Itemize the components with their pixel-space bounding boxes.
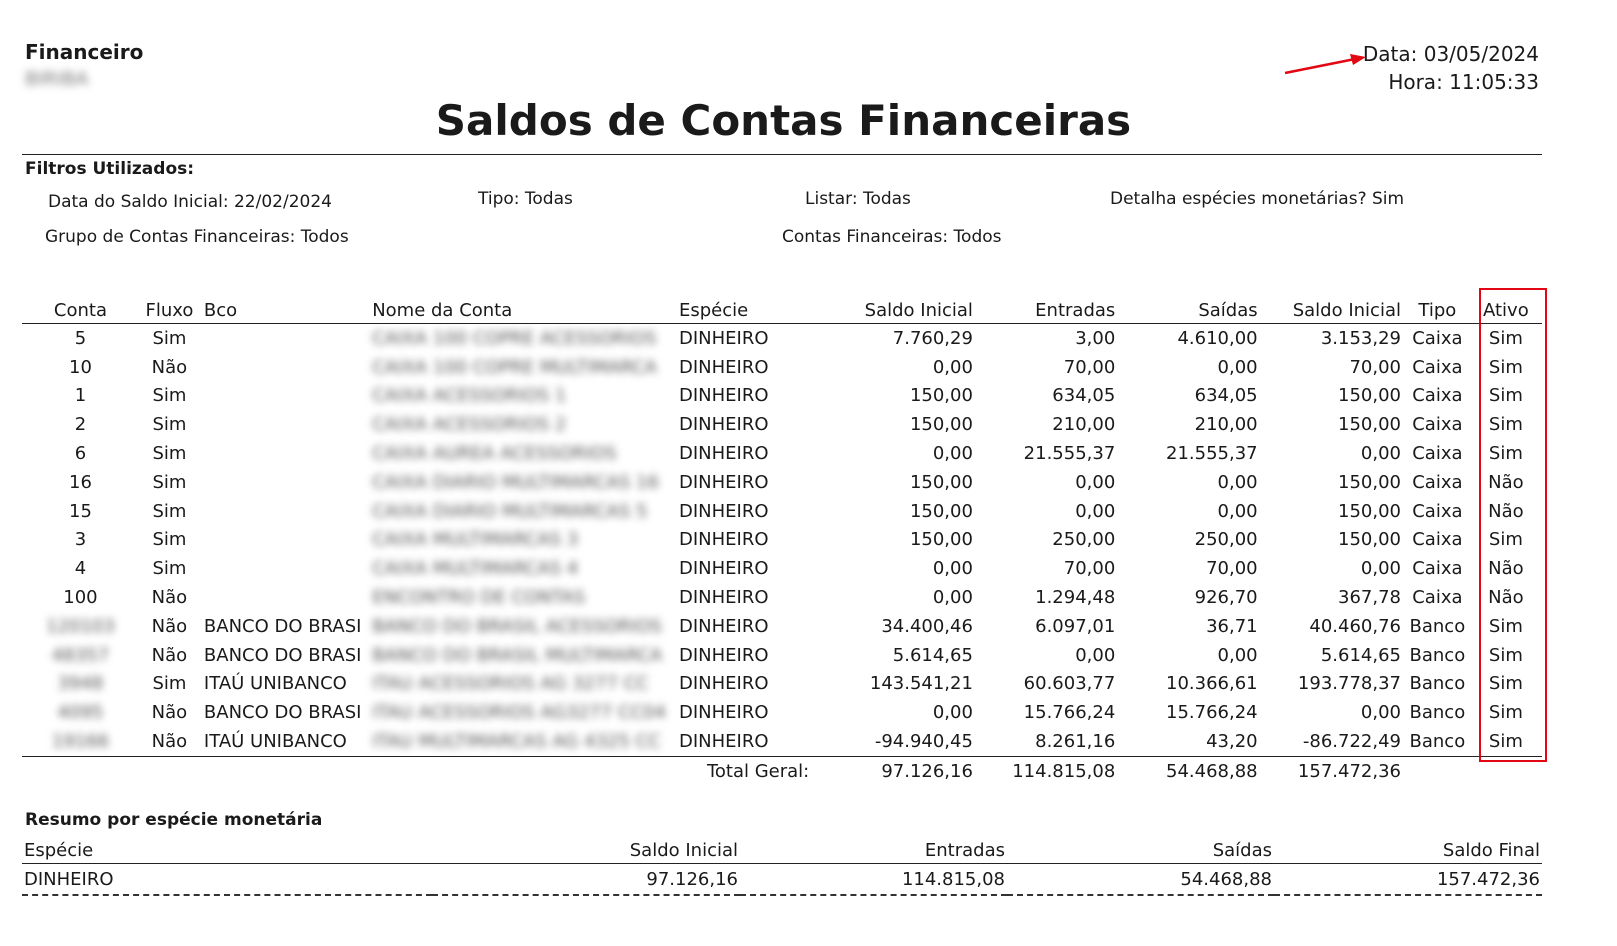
col-header-bco: Bco bbox=[200, 297, 368, 324]
cell-nome-conta: ITAU ACESSORIOS AG3277 CC04 bbox=[372, 702, 666, 724]
table-row bbox=[22, 727, 1542, 756]
table-row bbox=[22, 554, 1542, 583]
cell-nome-conta: CAIXA MULTIMARCAS 3 bbox=[372, 529, 579, 551]
cell-nome-conta: ITAU MULTIMARCAS AG 4325 CC bbox=[368, 727, 675, 756]
cell-saldo-final: 150,00 bbox=[1338, 385, 1401, 407]
cell-saidas: 0,00 bbox=[1217, 471, 1258, 493]
cell-saldo-inicial: 0,00 bbox=[932, 443, 973, 465]
col-header-fluxo: Fluxo bbox=[139, 297, 200, 324]
col-header-especie: Espécie bbox=[675, 297, 813, 324]
cell-entradas: 60.603,77 bbox=[1023, 673, 1116, 695]
filter-listar: Listar: Todas bbox=[805, 189, 911, 209]
table-row bbox=[22, 497, 1542, 526]
filters-title: Filtros Utilizados: bbox=[25, 159, 195, 179]
report-title: Saldos de Contas Financeiras bbox=[435, 96, 1132, 145]
cell-fluxo: Não bbox=[139, 727, 200, 756]
cell-saldo-inicial: 0,00 bbox=[932, 702, 973, 724]
cell-entradas: 3,00 bbox=[1075, 327, 1116, 349]
cell-saldo-inicial: 5.614,65 bbox=[892, 644, 973, 666]
cell-tipo: Caixa bbox=[1412, 443, 1463, 465]
cell-conta: 10 bbox=[69, 356, 92, 378]
cell-bco bbox=[200, 324, 368, 353]
total-entradas: 114.815,08 bbox=[1012, 760, 1116, 782]
cell-conta: 1 bbox=[74, 385, 87, 407]
cell-fluxo: Não bbox=[151, 356, 188, 378]
cell-bco: BANCO DO BRASI bbox=[203, 615, 362, 637]
cell-tipo: Caixa bbox=[1412, 500, 1463, 522]
cell-entradas: 210,00 bbox=[1052, 414, 1116, 436]
cell-especie: DINHEIRO bbox=[678, 673, 769, 695]
filter-tipo: Tipo: Todas bbox=[478, 189, 573, 209]
cell-tipo: Caixa bbox=[1412, 414, 1463, 436]
cell-fluxo: Sim bbox=[152, 327, 187, 349]
total-saldo-final: 157.472,36 bbox=[1297, 760, 1401, 782]
cell-nome-conta: BANCO DO BRASIL ACESSORIOS bbox=[372, 615, 662, 637]
cell-fluxo: Sim bbox=[152, 385, 187, 407]
filter-grupo: Grupo de Contas Financeiras: Todos bbox=[45, 227, 349, 247]
cell-saidas: 210,00 bbox=[1194, 414, 1258, 436]
cell-saldo-inicial: 7.760,29 bbox=[892, 327, 973, 349]
total-row bbox=[22, 756, 1542, 785]
cell-tipo: Caixa bbox=[1412, 327, 1463, 349]
cell-tipo: Caixa bbox=[1412, 385, 1463, 407]
cell-saldo-inicial: 150,00 bbox=[909, 414, 973, 436]
cell-ativo: Sim bbox=[1470, 727, 1542, 756]
cell-tipo: Banco bbox=[1409, 702, 1466, 724]
cell-fluxo: Sim bbox=[152, 558, 187, 580]
filter-contas: Contas Financeiras: Todos bbox=[782, 227, 1002, 247]
cell-conta: 3 bbox=[74, 529, 87, 551]
total-saidas: 54.468,88 bbox=[1166, 760, 1258, 782]
cell-especie: DINHEIRO bbox=[678, 500, 769, 522]
cell-saidas: 10.366,61 bbox=[1166, 673, 1258, 695]
resumo-especie: DINHEIRO bbox=[22, 864, 432, 896]
cell-tipo: Banco bbox=[1405, 727, 1470, 756]
cell-especie: DINHEIRO bbox=[678, 414, 769, 436]
table-row bbox=[22, 353, 1542, 382]
cell-saidas: 634,05 bbox=[1194, 385, 1258, 407]
cell-saldo-final: 70,00 bbox=[1349, 356, 1401, 378]
cell-conta: 19166 bbox=[22, 727, 139, 756]
cell-entradas: 0,00 bbox=[1075, 471, 1116, 493]
cell-especie: DINHEIRO bbox=[678, 356, 769, 378]
resumo-col-entradas: Entradas bbox=[740, 837, 1007, 864]
cell-saldo-final: 367,78 bbox=[1338, 587, 1401, 609]
cell-especie: DINHEIRO bbox=[678, 644, 769, 666]
cell-saldo-final: 193.778,37 bbox=[1297, 673, 1401, 695]
table-row bbox=[22, 382, 1542, 411]
company-subname-redacted: BIRIBA bbox=[25, 68, 89, 90]
cell-entradas: 1.294,48 bbox=[1035, 587, 1116, 609]
cell-saidas: 43,20 bbox=[1119, 727, 1261, 756]
table-header-row bbox=[22, 297, 1542, 324]
cell-conta: 6 bbox=[74, 443, 87, 465]
col-header-conta: Conta bbox=[22, 297, 139, 324]
cell-fluxo: Sim bbox=[152, 500, 187, 522]
cell-fluxo: Não bbox=[151, 587, 188, 609]
resumo-table bbox=[22, 837, 1542, 896]
cell-saidas: 36,71 bbox=[1206, 615, 1258, 637]
cell-tipo: Banco bbox=[1409, 615, 1466, 637]
resumo-saldo-final: 157.472,36 bbox=[1274, 864, 1542, 896]
cell-conta: 120103 bbox=[46, 615, 115, 637]
cell-conta: 100 bbox=[63, 587, 98, 609]
table-row bbox=[22, 526, 1542, 555]
cell-ativo: Sim bbox=[1488, 615, 1523, 637]
cell-entradas: 0,00 bbox=[1075, 644, 1116, 666]
cell-saidas: 70,00 bbox=[1206, 558, 1258, 580]
cell-saldo-final: -86.722,49 bbox=[1262, 727, 1405, 756]
cell-fluxo: Não bbox=[151, 644, 188, 666]
cell-bco: ITAÚ UNIBANCO bbox=[200, 727, 368, 756]
cell-saldo-final: 40.460,76 bbox=[1309, 615, 1401, 637]
resumo-saidas: 54.468,88 bbox=[1007, 864, 1274, 896]
cell-especie: DINHEIRO bbox=[678, 615, 769, 637]
cell-ativo: Sim bbox=[1488, 414, 1523, 436]
cell-especie: DINHEIRO bbox=[675, 727, 813, 756]
cell-saidas: 0,00 bbox=[1217, 644, 1258, 666]
cell-tipo: Caixa bbox=[1412, 471, 1463, 493]
cell-nome-conta: BANCO DO BRASIL MULTIMARCA bbox=[372, 644, 663, 666]
cell-nome-conta: ENCONTRO DE CONTAS bbox=[372, 587, 586, 609]
cell-especie: DINHEIRO bbox=[678, 385, 769, 407]
cell-especie: DINHEIRO bbox=[678, 529, 769, 551]
cell-saldo-inicial: -94.940,45 bbox=[813, 727, 977, 756]
cell-saidas: 926,70 bbox=[1194, 587, 1258, 609]
cell-entradas: 70,00 bbox=[1063, 558, 1116, 580]
resumo-header-row bbox=[22, 837, 1542, 864]
resumo-row bbox=[22, 864, 1542, 896]
report-datetime bbox=[1363, 40, 1539, 96]
cell-saldo-final: 3.153,29 bbox=[1320, 327, 1401, 349]
table-row bbox=[22, 641, 1542, 670]
cell-bco bbox=[200, 554, 368, 583]
cell-ativo: Sim bbox=[1488, 385, 1523, 407]
table-row bbox=[22, 670, 1542, 699]
cell-nome-conta: CAIXA MULTIMARCAS 4 bbox=[372, 558, 579, 580]
table-row bbox=[22, 612, 1542, 641]
resumo-saldo-inicial: 97.126,16 bbox=[432, 864, 740, 896]
cell-nome-conta: CAIXA AUREA ACESSORIOS bbox=[372, 443, 617, 465]
cell-nome-conta: CAIXA 100 COPRE ACESSORIOS bbox=[372, 327, 657, 349]
cell-saldo-final: 150,00 bbox=[1338, 500, 1401, 522]
cell-bco bbox=[200, 583, 368, 612]
cell-ativo: Sim bbox=[1488, 644, 1523, 666]
cell-bco: BANCO DO BRASI bbox=[203, 702, 362, 724]
cell-tipo: Banco bbox=[1409, 644, 1466, 666]
cell-conta: 5 bbox=[74, 327, 87, 349]
filter-saldo-inicial: Data do Saldo Inicial: 22/02/2024 bbox=[48, 192, 332, 212]
cell-conta: 4 bbox=[74, 558, 87, 580]
cell-saidas: 0,00 bbox=[1217, 500, 1258, 522]
cell-ativo: Não bbox=[1488, 587, 1524, 609]
cell-saldo-inicial: 34.400,46 bbox=[881, 615, 973, 637]
filter-especies: Detalha espécies monetárias? Sim bbox=[1110, 189, 1405, 209]
red-arrow-annotation bbox=[1280, 50, 1370, 80]
accounts-table bbox=[22, 297, 1542, 786]
cell-fluxo: Sim bbox=[152, 443, 187, 465]
cell-especie: DINHEIRO bbox=[678, 327, 769, 349]
cell-entradas: 70,00 bbox=[1063, 356, 1116, 378]
cell-ativo: Não bbox=[1488, 500, 1524, 522]
cell-bco bbox=[200, 410, 368, 439]
cell-fluxo: Não bbox=[151, 615, 188, 637]
cell-entradas: 0,00 bbox=[1075, 500, 1116, 522]
report-date: Data: 03/05/2024 bbox=[1362, 42, 1539, 66]
cell-nome-conta: ITAU ACESSORIOS AG 3277 CC bbox=[372, 673, 649, 695]
cell-fluxo: Sim bbox=[152, 673, 187, 695]
cell-bco bbox=[200, 382, 368, 411]
cell-ativo: Não bbox=[1488, 471, 1524, 493]
cell-tipo: Caixa bbox=[1412, 558, 1463, 580]
cell-saldo-inicial: 150,00 bbox=[909, 529, 973, 551]
cell-conta: 2 bbox=[74, 414, 87, 436]
ativo-highlight-box bbox=[1479, 288, 1547, 762]
col-header-saldo-inicial: Saldo Inicial bbox=[813, 297, 977, 324]
cell-saldo-final: 150,00 bbox=[1338, 414, 1401, 436]
cell-ativo: Sim bbox=[1488, 529, 1523, 551]
cell-especie: DINHEIRO bbox=[678, 443, 769, 465]
cell-saldo-final: 0,00 bbox=[1360, 443, 1401, 465]
cell-entradas: 6.097,01 bbox=[1035, 615, 1116, 637]
col-header-saldo-final: Saldo Inicial bbox=[1262, 297, 1405, 324]
col-header-entradas: Entradas bbox=[977, 297, 1119, 324]
cell-bco bbox=[200, 439, 368, 468]
col-header-ativo: Ativo bbox=[1470, 297, 1542, 324]
cell-saldo-inicial: 0,00 bbox=[932, 356, 973, 378]
cell-bco: ITAÚ UNIBANCO bbox=[203, 673, 347, 695]
table-row bbox=[22, 410, 1542, 439]
cell-conta: 4095 bbox=[57, 702, 104, 724]
cell-tipo: Banco bbox=[1409, 673, 1466, 695]
cell-saldo-final: 150,00 bbox=[1338, 471, 1401, 493]
cell-ativo: Não bbox=[1488, 558, 1524, 580]
cell-saldo-final: 150,00 bbox=[1338, 529, 1401, 551]
cell-ativo: Sim bbox=[1488, 443, 1523, 465]
title-divider bbox=[22, 154, 1542, 155]
cell-saidas: 4.610,00 bbox=[1177, 327, 1258, 349]
cell-saldo-inicial: 150,00 bbox=[909, 385, 973, 407]
cell-ativo: Sim bbox=[1488, 673, 1523, 695]
cell-nome-conta: CAIXA ACESSORIOS 1 bbox=[372, 385, 567, 407]
cell-bco bbox=[200, 353, 368, 382]
cell-nome-conta: CAIXA 100 COPRE MULTIMARCA bbox=[372, 356, 657, 378]
col-header-tipo: Tipo bbox=[1405, 297, 1470, 324]
cell-ativo: Sim bbox=[1488, 327, 1523, 349]
cell-tipo: Caixa bbox=[1412, 587, 1463, 609]
table-row bbox=[22, 439, 1542, 468]
resumo-col-saidas: Saídas bbox=[1007, 837, 1274, 864]
cell-especie: DINHEIRO bbox=[678, 702, 769, 724]
total-saldo-inicial: 97.126,16 bbox=[881, 760, 973, 782]
cell-saldo-inicial: 0,00 bbox=[932, 558, 973, 580]
cell-saidas: 21.555,37 bbox=[1166, 443, 1258, 465]
cell-especie: DINHEIRO bbox=[678, 587, 769, 609]
col-header-nome: Nome da Conta bbox=[368, 297, 675, 324]
cell-bco bbox=[200, 526, 368, 555]
table-row bbox=[22, 583, 1542, 612]
cell-fluxo: Sim bbox=[152, 529, 187, 551]
cell-ativo: Sim bbox=[1488, 702, 1523, 724]
cell-ativo: Sim bbox=[1488, 356, 1523, 378]
table-row bbox=[22, 468, 1542, 497]
cell-saidas: 15.766,24 bbox=[1166, 702, 1258, 724]
cell-bco bbox=[200, 468, 368, 497]
cell-fluxo: Sim bbox=[152, 414, 187, 436]
cell-nome-conta: CAIXA DIARIO MULTIMARCAS 16 bbox=[372, 471, 659, 493]
cell-conta: 3948 bbox=[57, 673, 104, 695]
cell-tipo: Caixa bbox=[1412, 529, 1463, 551]
table-row bbox=[22, 698, 1542, 727]
cell-nome-conta: CAIXA DIARIO MULTIMARCAS 5 bbox=[372, 500, 648, 522]
cell-especie: DINHEIRO bbox=[678, 558, 769, 580]
cell-fluxo: Não bbox=[151, 702, 188, 724]
cell-saldo-final: 0,00 bbox=[1360, 558, 1401, 580]
cell-nome-conta: CAIXA ACESSORIOS 2 bbox=[372, 414, 567, 436]
cell-conta: 16 bbox=[69, 471, 92, 493]
cell-conta: 15 bbox=[69, 500, 92, 522]
cell-entradas: 8.261,16 bbox=[977, 727, 1119, 756]
cell-fluxo: Sim bbox=[152, 471, 187, 493]
cell-tipo: Caixa bbox=[1412, 356, 1463, 378]
company-name: Financeiro bbox=[25, 40, 144, 64]
cell-conta: 48357 bbox=[51, 644, 110, 666]
resumo-title: Resumo por espécie monetária bbox=[25, 810, 323, 830]
report-time: Hora: 11:05:33 bbox=[1388, 70, 1539, 94]
cell-entradas: 15.766,24 bbox=[1023, 702, 1116, 724]
cell-saldo-final: 0,00 bbox=[1360, 702, 1401, 724]
resumo-col-saldo-final: Saldo Final bbox=[1274, 837, 1542, 864]
cell-especie: DINHEIRO bbox=[678, 471, 769, 493]
cell-saldo-inicial: 143.541,21 bbox=[869, 673, 973, 695]
cell-entradas: 21.555,37 bbox=[1023, 443, 1116, 465]
col-header-saidas: Saídas bbox=[1119, 297, 1261, 324]
resumo-col-saldo-inicial: Saldo Inicial bbox=[432, 837, 740, 864]
cell-saldo-inicial: 150,00 bbox=[909, 500, 973, 522]
cell-saidas: 0,00 bbox=[1217, 356, 1258, 378]
resumo-entradas: 114.815,08 bbox=[740, 864, 1007, 896]
table-row bbox=[22, 324, 1542, 353]
cell-saldo-inicial: 150,00 bbox=[909, 471, 973, 493]
cell-entradas: 250,00 bbox=[1052, 529, 1116, 551]
resumo-col-especie: Espécie bbox=[22, 837, 432, 864]
cell-bco: BANCO DO BRASI bbox=[203, 644, 362, 666]
cell-bco bbox=[200, 497, 368, 526]
cell-saldo-inicial: 0,00 bbox=[932, 587, 973, 609]
total-label: Total Geral: bbox=[706, 760, 810, 782]
cell-saidas: 250,00 bbox=[1194, 529, 1258, 551]
cell-entradas: 634,05 bbox=[1052, 385, 1116, 407]
cell-saldo-final: 5.614,65 bbox=[1320, 644, 1401, 666]
